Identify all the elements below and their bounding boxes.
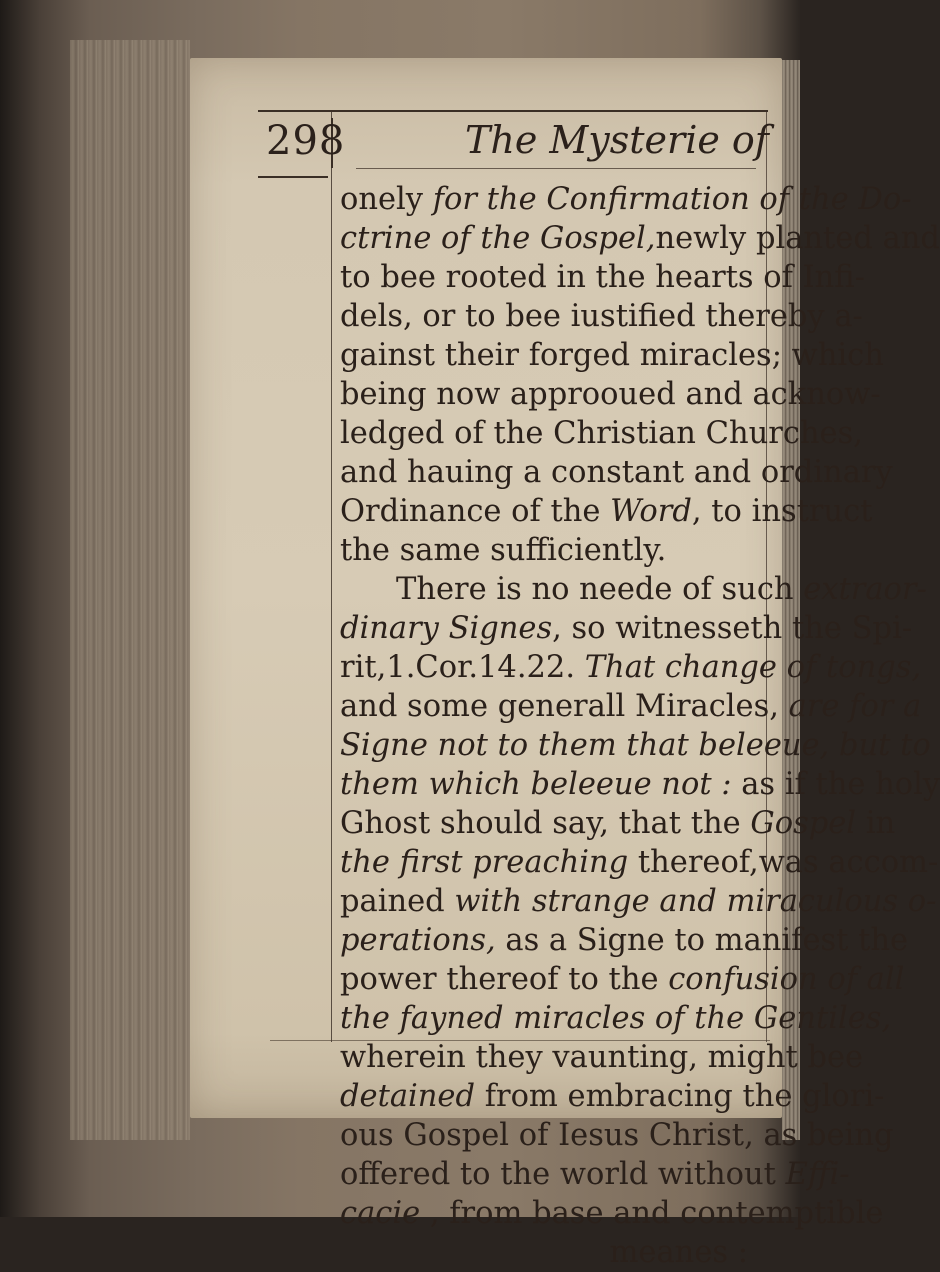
margin-rule-left [331,112,332,1042]
roman-text: and some generall Miracles, [340,689,789,724]
text-line [340,1116,894,1155]
text-line [340,687,922,726]
roman-text: wherein they vaunting, might bee [340,1040,864,1075]
text-line [340,258,865,297]
text-line [340,180,912,219]
running-head-underline [356,168,756,169]
roman-text: ledged of the Christian Churches, [340,416,863,451]
running-head: The Mysterie of [465,118,769,162]
italic-text: them which beleeue not : [340,767,732,802]
roman-text: as a Signe to manifest the [495,923,909,958]
roman-text: ous Gospel of Iesus Christ, as being [340,1118,894,1153]
roman-text: being now approoued and acknow- [340,377,881,412]
roman-text: in [856,806,896,841]
header-rule [258,110,768,112]
text-line [340,609,913,648]
text-line [340,336,884,375]
text-line [340,492,873,531]
roman-text: rit,1.Cor.14.22. [340,650,585,685]
roman-text: , so witnesseth the Spi- [552,611,913,646]
text-line [340,726,931,765]
page-number: 298 [266,118,346,164]
text-line [340,531,768,570]
italic-text: cacie [340,1196,421,1231]
italic-text: perations, [340,923,496,958]
italic-text: are for a [788,689,922,724]
text-line [340,1194,884,1233]
italic-text: Effi- [785,1157,850,1192]
text-line [340,999,892,1038]
roman-text: , to instruct [691,494,873,529]
italic-text: ctrine of the Gospel, [340,221,656,256]
text-line [340,1155,850,1194]
italic-text: confusion of all [668,962,905,997]
italic-text: That change of tongs, [584,650,922,685]
roman-text: onely [340,182,433,217]
roman-text: and hauing a constant and ordinary [340,455,893,490]
italic-text: with strange and miraculous o- [454,884,937,919]
text-line [340,804,896,843]
italic-text: extraor- [803,572,927,607]
text-line [340,843,939,882]
italic-text: for the Confirmation of the Do- [432,182,912,217]
text-line [340,960,905,999]
roman-text: to bee rooted in the hearts of Infi- [340,260,865,295]
roman-text: Ghost should say, that the [340,806,751,841]
text-line [340,648,922,687]
text-line [340,921,909,960]
italic-text: detained [340,1079,475,1114]
text-line [340,1233,768,1272]
roman-text: dels, or to bee iustified thereby a- [340,299,863,334]
roman-text: gainst their forged miracles; which [340,338,884,373]
italic-text: the first preaching [340,845,629,880]
roman-text: pained [340,884,455,919]
text-line [340,297,863,336]
italic-text: the fayned miracles of the Gentiles, [340,1001,892,1036]
roman-text: There is no neede of such [396,572,804,607]
text-line [340,1038,864,1077]
roman-text: from embracing the glori- [475,1079,885,1114]
roman-text: power thereof to the [340,962,669,997]
roman-text: meanes : [609,1235,748,1270]
italic-text: Signe not to them that beleeue, but to [340,728,931,763]
italic-text: Word [610,494,692,529]
text-line [340,375,881,414]
roman-text: as if the holy [731,767,940,802]
text-line [340,414,863,453]
page-number-underline [258,176,328,178]
roman-text: , from base and contemptible [420,1196,884,1231]
roman-text: thereof,was accom- [628,845,939,880]
roman-text: offered to the world without [340,1157,786,1192]
roman-text: newly planted and [655,221,940,256]
text-line [340,882,937,921]
roman-text: the same sufficiently. [340,533,667,568]
text-line [340,1077,885,1116]
text-line [340,765,940,804]
italic-text: Gospel [750,806,857,841]
text-line [340,453,893,492]
italic-text: dinary Signes [340,611,553,646]
text-line [340,219,940,258]
book-page-edges-left [70,40,190,1140]
body-text [340,180,940,1272]
text-line [340,570,927,609]
roman-text: Ordinance of the [340,494,611,529]
